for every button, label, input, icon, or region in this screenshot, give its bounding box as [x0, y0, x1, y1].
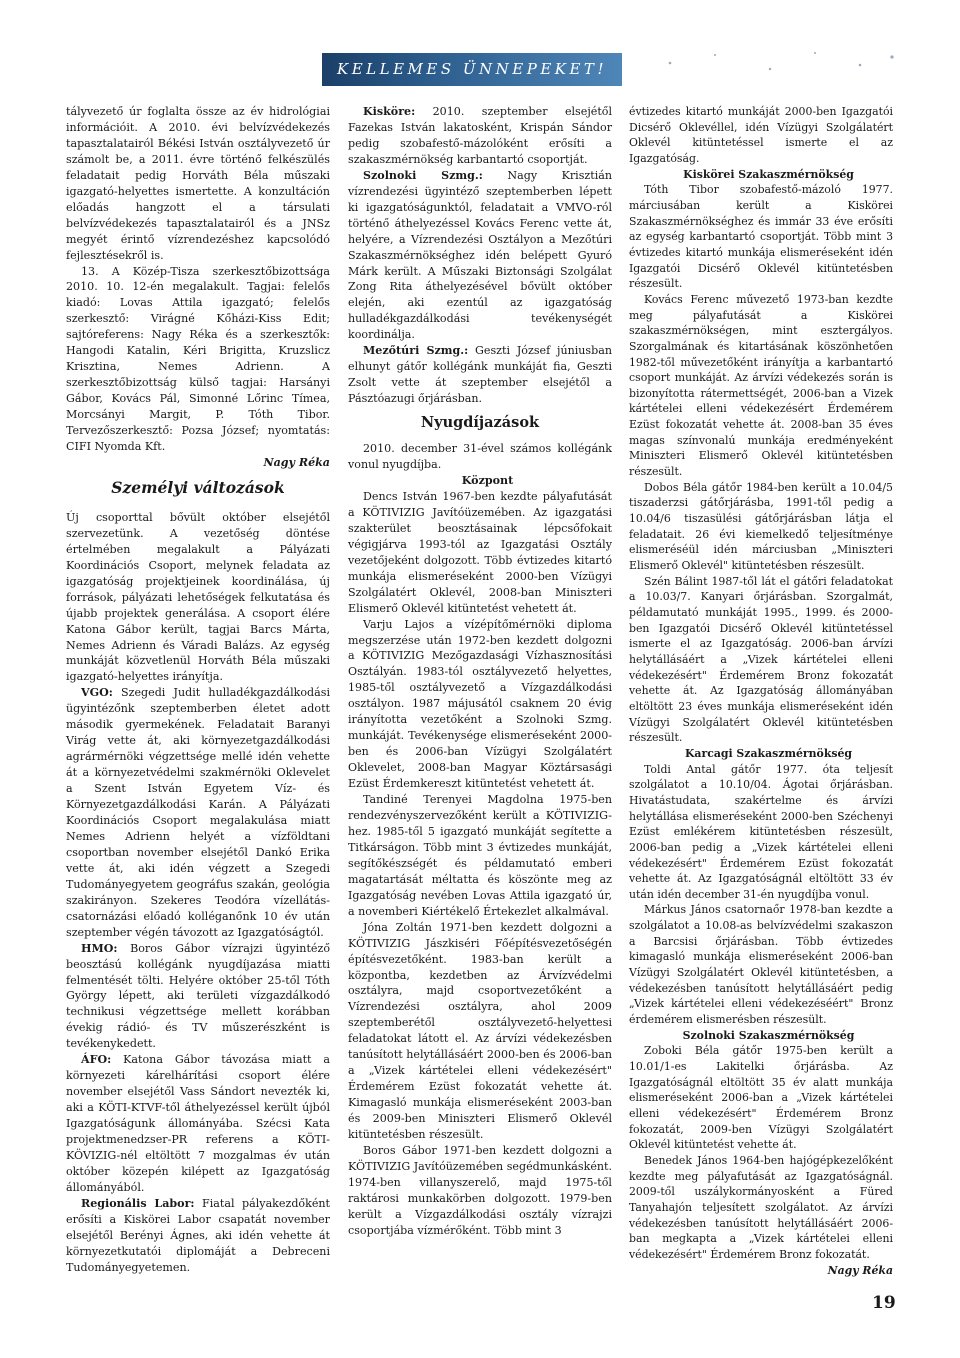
- unit-label: ÁFO:: [81, 1053, 112, 1067]
- paragraph: [348, 343, 612, 407]
- page-number: 19: [872, 1293, 896, 1313]
- paragraph: Benedek János 1964-ben hajógépkezelőként kezdte meg pályafutását az Igazgatóságnál. 2009-től uszálykormányosként a Füred Tanyahajón teljesített szolgálatot. Az árvízi védekezésben tanúsított helytállásáért 2006-ban megkapta a „Vizek kártételei elleni védekezésért" Érdemérem Bronz fokozatát.: [629, 1153, 893, 1261]
- subheading: Szolnoki Szakaszmérnökség: [682, 1028, 855, 1042]
- paragraph: 13. A Közép-Tisza szerkesztőbizottsága 2010. 10. 12-én megalakult. Tagjai: felelős kiadó: Lovas Attila igazgató; felelős szerkesztő: Virágné Kőházi-Kiss Edit; sajtóreferens: Nagy Réka és a szerkesztők: Hangodi Katalin, Kéri Brigitta, Kruzslicz Krisztina, Nemes Adrienn. A szerkesztőbizottság külső tagjai: Harsányi Gábor, Kovács Pál, Simonné Lőrinc Tímea, Morcsányi Margit, P. Tóth Tibor. Tervezőszerkesztő: Pozsa József; nyomtatás: CIFI Nyomda Kft.: [66, 264, 330, 454]
- paragraph: [348, 168, 612, 343]
- unit-label: VGO:: [81, 686, 113, 700]
- paragraph: évtizedes kitartó munkáját 2000-ben Igazgatói Dicsérő Oklevéllel, idén Vízügyi Szolgálatért Oklevél kitüntetéssel ismerte el az Igazgatóság.: [629, 105, 893, 165]
- paragraph: Dencs István 1967-ben kezdte pályafutását a KÖTIVIZIG Javítóüzemében. Az igazgatási szakterület beosztásainak lépcsőfokait végigjárva 1993-tól az Igazgatási Osztály vezetőjeként dolgozott. Több évtizedes kitartó munkája elismeréseként 2000-ben Vízügyi Szolgálatért Oklevél, 2008-ban Miniszteri Elismerő Oklevél kitüntetést vehetett át.: [348, 489, 612, 615]
- section-heading-retirements: Nyugdíjazások: [420, 414, 540, 432]
- paragraph: Kovács Ferenc művezető 1973-ban kezdte meg pályafutását a Kiskörei szakaszmérnökségen, mint esztergályos. Szorgalmának és kitartásának köszönhetően 1982-től művezetőként irányítja a karbantartó csoport munkáját. Az árvízi védekezés során is bizonyította rátermettségét, 2006-ban a Vizek kártételei elleni védekezésért Érdemérem Ezüst fokozatát vehette át. 2008-ban 35 éves magas színvonalú munkája eredményeként Miniszteri Elismerő Oklevél kitüntetésben részesült.: [629, 292, 893, 479]
- paragraph: [348, 104, 612, 168]
- paragraph: tályvezető úr foglalta össze az év hidrológiai információit. A 2010. évi belvízvédekezés tapasztalatairól Békési István osztályvezető úr számolt be, a 2011. évre történő felkészülés feladatait pedig Horváth Béla műszaki igazgató-helyettes ismertette. A konzultáción előadás hangzott el a társulati belvízvédekezés tapasztalatairól és a JNSz megyét érintő vízrendezéshez kapcsolódó fejlesztésekről is.: [66, 105, 330, 262]
- paragraph: [66, 1052, 330, 1196]
- header-banner: [322, 53, 622, 86]
- paragraph: Boros Gábor 1971-ben kezdett dolgozni a KÖTIVIZIG Javítóüzemében segédmunkásként. 1974-ben villanyszerelő, majd 1975-től raktárosi munkakörben dolgozott. 1979-ben került a Vízgazdálkodási osztály vízrajzi csoportjába vízmérőként. Több mint 3: [348, 1144, 613, 1237]
- paragraph: Szén Bálint 1987-től lát el gátőri feladatokat a 10.03/7. Kanyari őrjárásban. Szorgalmát, példamutató munkáját 1995., 1999. és 2000-ben Igazgatói Dicsérő Oklevél kitüntetéssel ismerte el az Igazgatóság. 2006-ban árvízi helytállásáért a „Vizek kártételei elleni védekezésért" Érdemérem Bronz fokozatát vehette át. Az Igazgatóság állományában eltöltött 23 éves munkája elismeréseként idén Vízügyi Szolgálatért Oklevél kitüntetésben részesült.: [629, 574, 893, 745]
- paragraph-text: Fiatal pályakezdőként erősíti a Kiskörei Labor csapatát november elsejétől Berényi Ágnes, aki idén vehette át környezetkutatói diplomáját a Debreceni Tudományegyetemen.: [66, 1196, 330, 1274]
- paragraph: [66, 941, 330, 1053]
- unit-label: HMO:: [81, 941, 118, 955]
- author-signature: Nagy Réka: [827, 1263, 893, 1277]
- paragraph: [66, 685, 330, 940]
- banner-title: KELLEMES ÜNNEPEKET!: [337, 60, 607, 78]
- paragraph: Dobos Béla gátőr 1984-ben került a 10.04/5 tiszaderzsi gátőrjárásba, 1991-től pedig a 10.04/6 tiszasülési gátőrjárásban látja el feladatait. 26 évi kiemelkedő teljesítménye elismeréséül idén márciusban „Miniszteri Elismerő Oklevél" kitüntetésben részesült.: [629, 480, 893, 573]
- section-heading-personnel: Személyi változások: [111, 477, 285, 497]
- paragraph: Jóna Zoltán 1971-ben kezdett dolgozni a KÖTIVIZIG Jászkiséri Főépítésvezetőségén építésvezetőként. 1983-ban került a központba, kezdetben az Árvízvédelmi osztályra, majd csoportvezetőként a Vízrendezési osztályra, ahol 2009 szeptemberétől osztályvezető-helyettesi feladatokat látott el. Az árvízi védekezésben tanúsított helytállásáért 2000-ben és 2006-ban a „Vizek kártételei elleni védekezésért" Érdemérem Ezüst fokozatát vehette át. Kimagasló munkája elismeréseként 2003-ban és 2009-ben Miniszteri Elismerő Oklevél kitüntetésben részesült.: [348, 920, 612, 1142]
- unit-label: Regionális Labor:: [81, 1196, 195, 1210]
- subheading: Központ: [461, 473, 514, 487]
- paragraph: Tóth Tibor szobafestő-mázoló 1977. márciusában került a Kiskörei Szakaszmérnökséghez és immár 33 éve erősíti az egység karbantartó csoportját. Több mint 3 évtizedes kitartó munkája elismeréseként idén Igazgatói Dicsérő Oklevél kitüntetésben részesült.: [629, 183, 893, 291]
- unit-label: Szolnoki Szmg.:: [363, 168, 483, 182]
- paragraph: Zoboki Béla gátőr 1975-ben került a 10.01/1-es Lakitelki őrjárásba. Az Igazgatóságnál eltöltött 35 év alatt munkája elismeréseként 2006-ban a „Vizek kártételei elleni védekezésért" Érdemérem Bronz fokozatát, 2009-ben Vízügyi Szolgálatért Oklevél kitüntetést vehette át.: [629, 1044, 893, 1152]
- column-1: [66, 104, 330, 1276]
- unit-label: Kisköre:: [363, 105, 416, 118]
- paragraph: Új csoporttal bővült október elsejétől szervezetünk. A vezetőség döntése értelmében megalakult a Pályázati Koordinációs Csoport, melynek feladata az igazgatóság projektjeinek koordinálása, új források, pályázati lehetőségek felkutatása és újabb projektek generálása. A csoport élére Katona Gábor került, tagjai Barcs Márta, Nemes Adrienn és Váradi Balázs. Az egység munkáját közvetlenül Horváth Béla műszaki igazgató-helyettes irányítja.: [66, 510, 330, 684]
- column-3: [629, 104, 893, 1278]
- paragraph: [66, 1196, 330, 1276]
- paragraph-text: Szegedi Judit hulladékgazdálkodási ügyintézőnk szeptemberben életet adott második gyermekének. Feladatait Baranyi Virág vette át, aki környezetgazdálkodási agrármérnöki végzettsége mellé idén vehette át a környezetvédelmi szakmérnöki Oklevelet a Szent István Egyetem Víz- és Környezetgazdálkodási Karán. A Pályázati Koordinációs Csoport megalakulása miatt Nemes Adrienn helyét a vízföldtani csoportban november elsejétől Dankó Erika vette át, aki idén végzett a Szegedi Tudományegyetem geográfus szakán, geológia szakirányon. Szekeres Teodóra vízellátás-csatornázási előadó kolléganőnk 10 év után szeptember végén távozott az Igazgatóságtól.: [66, 686, 330, 939]
- paragraph: Toldi Antal gátőr 1977. óta teljesít szolgálatot a 10.10/04. Ágotai őrjárásban. Hivatástudata, szakértelme és árvízi helytállása elismeréseként 2000-ben Széchenyi Ezüst emlékérem kitüntetésben részesült, 2006-ban pedig a „Vizek kártételei elleni védekezésért" Érdemérem Ezüst fokozatát vehette át. Az Igazgatóságnál eltöltött 33 év után idén december 31-én nyugdíjba vonul.: [629, 762, 893, 901]
- paragraph-text: Boros Gábor vízrajzi ügyintéző beosztású kollégánk nyugdíjazása miatti felmentését tölti. Helyére október 25-től Tóth György lépett, aki területi vízgazdálkodó technikusi végzettsége mellett korábban évekig rádió- és TV műszerészként is tevékenykedett.: [66, 941, 330, 1051]
- paragraph: Tandiné Terenyei Magdolna 1975-ben rendezvényszervezőként került a KÖTIVIZIG-hez. 1985-től 5 igazgató munkáját segítette a Titkárságon. Több mint 3 évtizedes munkáját, segítőkészségét és példamutató emberi magatartását méltatta és köszönte meg az Igazgatóság nevében Lovas Attila igazgató úr, a novemberi Kiértékelő Értekezlet alkalmával.: [348, 793, 612, 918]
- paragraph-text: Katona Gábor távozása miatt a környezeti kárelhárítási csoport élére november elsejétől Vass Sándort nevezték ki, aki a KÖTI-KTVF-től áthelyezéssel került újból Igazgatóságunk állományába. Szécsi Kata projektmenedzser-PR referens a KÖTI-KÖVIZIG-nél eltöltött 7 mozgalmas év után október közepén kilépett az Igazgatóság állományából.: [66, 1053, 330, 1194]
- subheading: Kiskörei Szakaszmérnökség: [683, 167, 854, 181]
- paragraph-text: Geszti József júniusban elhunyt gátőr kollégánk munkáját fia, Geszti Zsolt vette át szeptember elsejétől a Pásztóazugi őrjárásban.: [348, 344, 612, 406]
- paragraph: Márkus János csatornaőr 1978-ban kezdte a szolgálatot a 10.08-as belvízvédelmi szakaszon a Barcsisi őrjárásban. Több évtizedes kimagasló munkája elismeréseként 2006-ban Vízügyi Szolgálatért Oklevél kitüntetésben, a védekezésben tanúsított helytállásáért pedig „Vizek kártételei elleni védekezéséért" Bronz érdemérem elismerésben részesült.: [629, 903, 893, 1027]
- sparkle-decoration: [630, 41, 900, 81]
- unit-label: Mezőtúri Szmg.:: [363, 344, 469, 358]
- paragraph-text: 2010. szeptember elsejétől Fazekas István lakatosként, Krispán Sándor pedig szobafestő-mázolóként erősíti a szakaszmérnökség karbantartó csoportját.: [348, 105, 613, 166]
- subheading: Karcagi Szakaszmérnökség: [684, 746, 853, 760]
- column-2: [348, 104, 612, 1239]
- author-signature: Nagy Réka: [263, 455, 330, 469]
- paragraph-text: Nagy Krisztián vízrendezési ügyintéző szeptemberben lépett ki igazgatóságunktól, feladatait a VMVO-ról történő áthelyezéssel Kovács Ferenc vette át, helyére, a Vízrendezési Osztályon a Mezőtúri Szakaszmérnökséghez idén belépett Gyuró Márk került. A Műszaki Biztonsági Szolgálat Zong Rita áthelyezésével bővült október elején, aki ezentúl az igazgatóság hulladékgazdálkodási tevékenységét koordinálja.: [348, 168, 613, 342]
- paragraph: Varju Lajos a vízépítőmérnöki diploma megszerzése után 1972-ben kezdett dolgozni a KÖTIVIZIG Mezőgazdasági Vízhasznosítási Osztályán. 1983-tól osztályvezető helyettes, 1985-től osztályvezető a Vízgazdálkodási osztályon. 1987 májusától csaknem 20 évig irányította vezetőként a Szolnoki Szmg. munkáját. Tevékenysége elismeréseként 2000-ben és 2006-ban Vízügyi Szolgálatért Oklevelet, 2008-ban Magyar Köztársasági Ezüst Érdemkereszt kitüntetést vehetett át.: [348, 617, 612, 791]
- paragraph: 2010. december 31-ével számos kollégánk vonul nyugdíjba.: [348, 442, 612, 472]
